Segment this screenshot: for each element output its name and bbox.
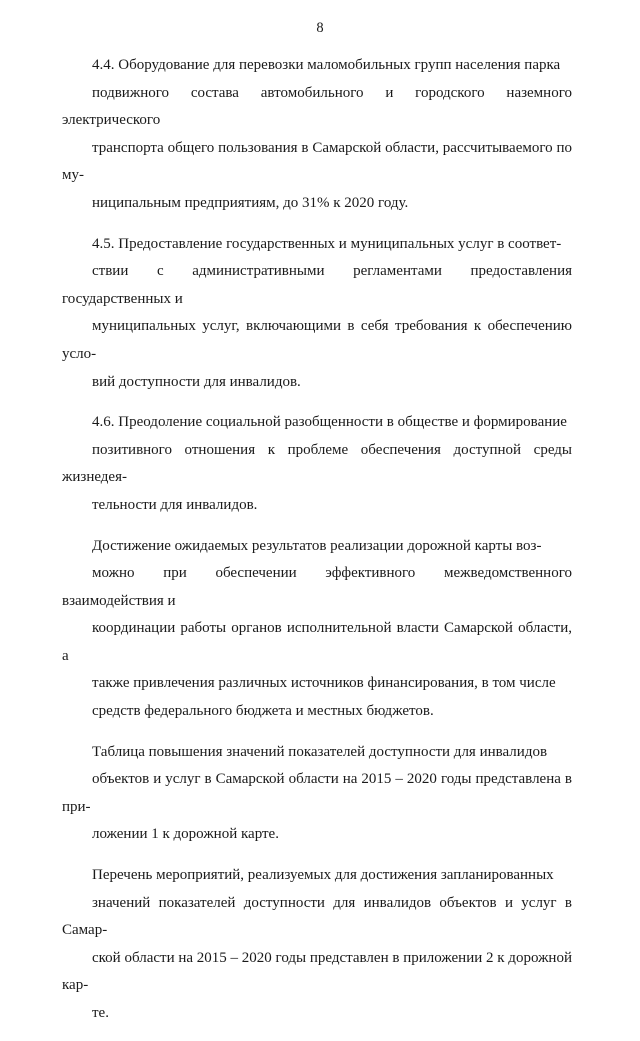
- paragraph-line: подвижного состава автомобильного и городского наземного электрического: [62, 84, 572, 129]
- paragraph-line: Перечень мероприятий, реализуемых для достижения запланированных: [92, 867, 554, 884]
- paragraph-line: 4.4. Оборудование для перевозки маломобильных групп населения парка: [92, 57, 561, 73]
- paragraph-line: также привлечения различных источников финансирования, в том числе: [92, 675, 556, 692]
- paragraph-results: [62, 533, 572, 726]
- paragraph-line: 4.5. Предоставление государственных и муниципальных услуг в соответ-: [92, 235, 562, 252]
- paragraph-line: Достижение ожидаемых результатов реализации дорожной карты воз-: [92, 537, 542, 554]
- paragraph-4-5: [62, 231, 572, 397]
- paragraph-line: ниципальным предприятиям, до 31% к 2020 году.: [92, 194, 409, 211]
- paragraph-line: объектов и услуг в Самарской области на 2015 – 2020 годы представлена в при-: [62, 771, 572, 815]
- paragraph-line: вий доступности для инвалидов.: [92, 373, 301, 390]
- paragraph-line: муниципальных услуг, включающими в себя требования к обеспечению усло-: [62, 318, 572, 362]
- paragraph-line: ложении 1 к дорожной карте.: [92, 826, 279, 843]
- paragraph-line: ствии с административными регламентами предоставления государственных и: [62, 263, 572, 307]
- paragraph-line: координации работы органов исполнительной власти Самарской области, а: [62, 620, 572, 664]
- page-number: 8: [316, 20, 324, 36]
- paragraph-4-4: [62, 52, 572, 218]
- paragraph-line: можно при обеспечении эффективного межведомственного взаимодействия и: [62, 565, 572, 609]
- paragraph-line: позитивного отношения к проблеме обеспечения доступной среды жизнедея-: [62, 441, 572, 486]
- paragraph-line: Таблица повышения значений показателей доступности для инвалидов: [92, 743, 548, 760]
- paragraph-4-6: [62, 409, 572, 519]
- document-body: [62, 52, 572, 1041]
- paragraph-line: тельности для инвалидов.: [92, 496, 258, 513]
- paragraph-line: средств федерального бюджета и местных бюджетов.: [92, 703, 434, 720]
- paragraph-line: 4.6. Преодоление социальной разобщенности в обществе и формирование: [92, 414, 567, 431]
- paragraph-line: значений показателей доступности для инвалидов объектов и услуг в Самар-: [62, 894, 572, 939]
- paragraph-line: те.: [92, 1005, 109, 1021]
- paragraph-line: ской области на 2015 – 2020 годы представлен в приложении 2 к дорожной кар-: [62, 949, 572, 994]
- paragraph-table-reference: [62, 739, 572, 849]
- paragraph-activities-reference: [62, 862, 572, 1028]
- paragraph-line: транспорта общего пользования в Самарской области, рассчитываемого по му-: [62, 139, 572, 184]
